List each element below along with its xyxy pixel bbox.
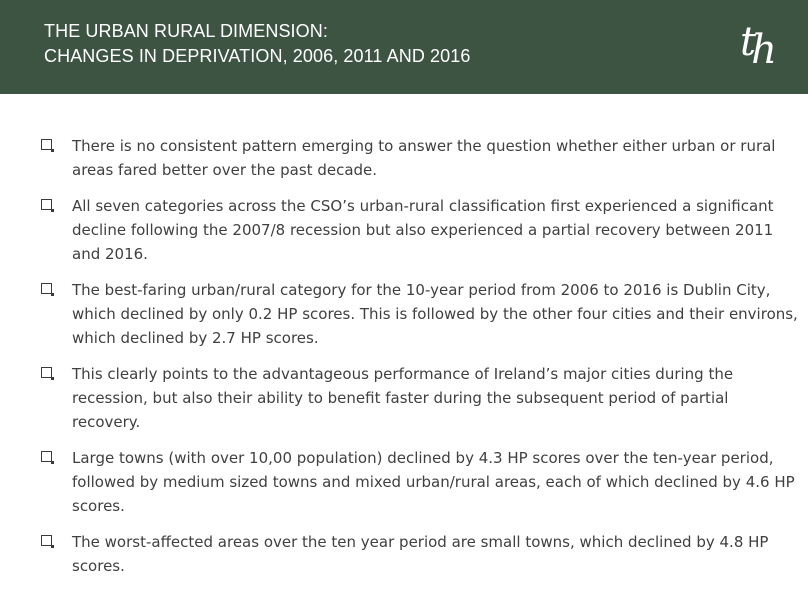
bullet-item xyxy=(40,194,800,266)
square-bullet-icon xyxy=(41,367,52,378)
bullet-item xyxy=(40,362,800,434)
square-bullet-icon xyxy=(41,199,52,210)
square-bullet-icon xyxy=(41,139,52,150)
logo xyxy=(740,16,784,73)
bullet-text: All seven categories across the CSO’s urban-rural classification first experienced a significant decline following the 2007/8 recession but also experienced a partial recovery between 2011 and 2016. xyxy=(72,197,774,263)
title-line-2: CHANGES IN DEPRIVATION, 2006, 2011 AND 2016 xyxy=(44,46,471,66)
square-bullet-icon xyxy=(41,451,52,462)
square-bullet-icon xyxy=(41,283,52,294)
square-bullet-icon xyxy=(41,535,52,546)
title-line-1: THE URBAN RURAL DIMENSION: xyxy=(44,21,328,41)
bullet-item xyxy=(40,134,800,182)
bullet-text: The worst-affected areas over the ten year period are small towns, which declined by 4.8 HP scores. xyxy=(72,533,769,575)
bullet-item xyxy=(40,446,800,518)
header-banner xyxy=(0,0,808,94)
bullet-text: There is no consistent pattern emerging to answer the question whether either urban or rural areas fared better over the past decade. xyxy=(72,137,776,179)
bullet-text: This clearly points to the advantageous performance of Ireland’s major cities during the recession, but also their ability to benefit faster during the subsequent period of partial recovery. xyxy=(72,365,734,431)
bullet-list xyxy=(40,134,800,590)
bullet-item xyxy=(40,278,800,350)
bullet-text: The best-faring urban/rural category for the 10-year period from 2006 to 2016 is Dublin City, which declined by only 0.2 HP scores. This is followed by the other four cities and their environs, which declined by 2.7 HP scores. xyxy=(72,281,798,347)
logo-letter-h: h xyxy=(751,27,772,73)
bullet-item xyxy=(40,530,800,578)
logo-letter-t: t xyxy=(740,19,752,65)
bullet-text: Large towns (with over 10,00 population) declined by 4.3 HP scores over the ten-year period, followed by medium sized towns and mixed urban/rural areas, each of which declined by 4.6 HP scores. xyxy=(72,449,795,515)
page-title xyxy=(44,19,470,69)
